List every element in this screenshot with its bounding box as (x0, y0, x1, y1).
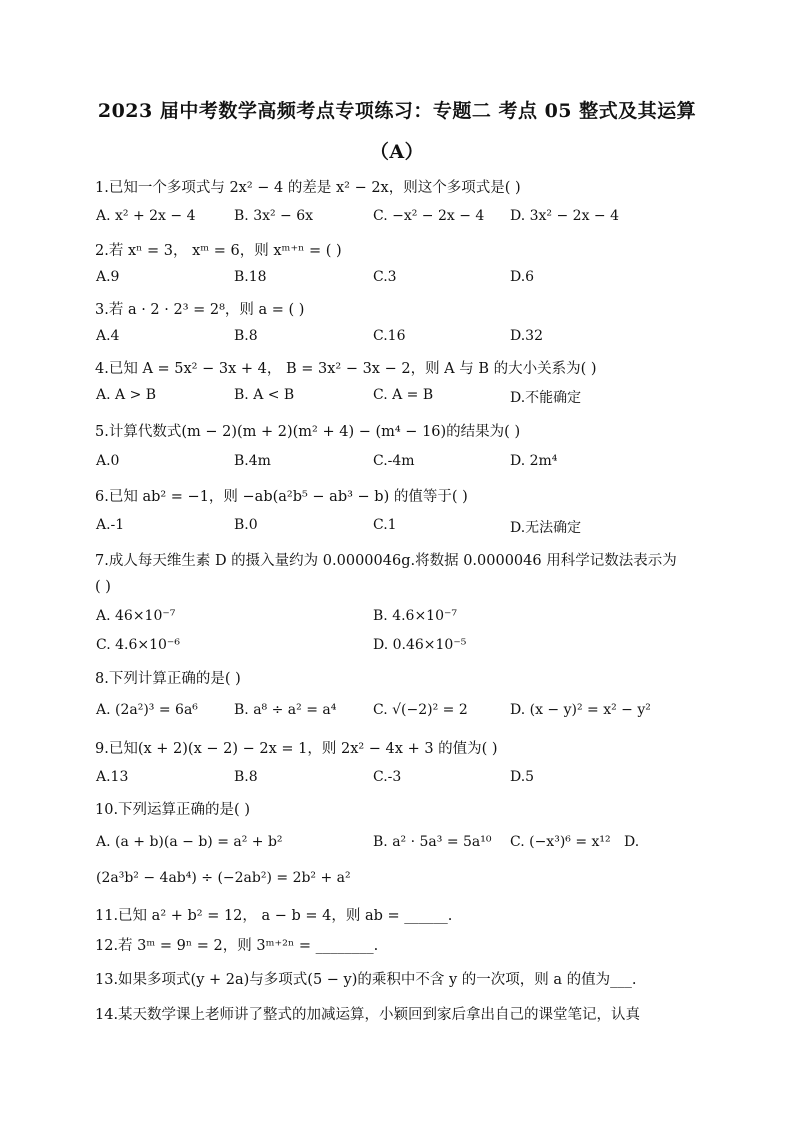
q3-option-b: B.8 (234, 328, 258, 344)
q9-option-c: C.-3 (373, 769, 402, 785)
question-3-stem: 3.若 a · 2 · 2³ = 2⁸，则 a = ( ) (95, 302, 305, 318)
q8-option-a: A. (2a²)³ = 6a⁶ (96, 702, 198, 718)
q2-option-d: D.6 (510, 269, 535, 285)
q10-option-a: A. (a + b)(a − b) = a² + b² (96, 834, 283, 850)
q2-option-b: B.18 (234, 269, 267, 285)
q6-option-b: B.0 (234, 517, 258, 533)
question-11-stem: 11.已知 a² + b² = 12， a − b = 4，则 ab = ______. (95, 908, 453, 924)
q1-option-a: A. x² + 2x − 4 (96, 208, 196, 224)
q6-option-a: A.-1 (96, 517, 125, 533)
q10-option-c: C. (−x³)⁶ = x¹² (510, 834, 611, 850)
q7-option-c: C. 4.6×10⁻⁶ (96, 637, 180, 653)
q1-option-b: B. 3x² − 6x (234, 208, 314, 224)
q3-option-d: D.32 (510, 328, 543, 344)
q5-option-d: D. 2m⁴ (510, 453, 558, 469)
q8-option-d: D. (x − y)² = x² − y² (510, 702, 651, 718)
q7-option-d: D. 0.46×10⁻⁵ (373, 637, 467, 653)
q5-option-b: B.4m (234, 453, 271, 469)
question-13-stem: 13.如果多项式(y + 2a)与多项式(5 − y)的乘积中不含 y 的一次项，则 a 的值为___. (95, 972, 637, 988)
q9-option-a: A.13 (96, 769, 129, 785)
q2-option-a: A.9 (96, 269, 120, 285)
page-subtitle: （A） (369, 141, 425, 163)
question-10-stem: 10.下列运算正确的是( ) (95, 802, 250, 818)
question-12-stem: 12.若 3ᵐ = 9ⁿ = 2，则 3ᵐ⁺²ⁿ = ________. (95, 938, 379, 954)
question-6-stem: 6.已知 ab² = −1，则 −ab(a²b⁵ − ab³ − b) 的值等于( ) (95, 489, 468, 505)
question-5-stem: 5.计算代数式(m − 2)(m + 2)(m² + 4) − (m⁴ − 16)的结果为( ) (95, 424, 521, 440)
question-1-stem: 1.已知一个多项式与 2x² − 4 的差是 x² − 2x，则这个多项式是( ) (95, 180, 521, 196)
question-8-stem: 8.下列计算正确的是( ) (95, 671, 241, 687)
q7-option-b: B. 4.6×10⁻⁷ (373, 608, 457, 624)
q3-option-a: A.4 (96, 328, 120, 344)
q10-option-d: D. (624, 834, 640, 850)
q4-option-b: B. A < B (234, 387, 295, 403)
q10-option-d-expression: (2a³b² − 4ab⁴) ÷ (−2ab²) = 2b² + a² (96, 870, 351, 886)
question-14-stem: 14.某天数学课上老师讲了整式的加减运算，小颖回到家后拿出自己的课堂笔记，认真 (95, 1007, 641, 1023)
q6-option-c: C.1 (373, 517, 397, 533)
q5-option-a: A.0 (96, 453, 120, 469)
q9-option-b: B.8 (234, 769, 258, 785)
q10-option-b: B. a² · 5a³ = 5a¹⁰ (373, 834, 492, 850)
q8-option-b: B. a⁸ ÷ a² = a⁴ (234, 702, 337, 718)
question-7-stem: 7.成人每天维生素 D 的摄入量约为 0.0000046g.将数据 0.0000046 用科学记数法表示为 (95, 553, 677, 569)
page-title: 2023 届中考数学高频考点专项练习：专题二 考点 05 整式及其运算 (97, 100, 697, 122)
question-9-stem: 9.已知(x + 2)(x − 2) − 2x = 1，则 2x² − 4x + 3 的值为( ) (95, 741, 498, 757)
q1-option-d: D. 3x² − 2x − 4 (510, 208, 620, 224)
q8-option-c: C. √(−2)² = 2 (373, 702, 468, 718)
question-7-stem-cont: ( ) (95, 579, 111, 595)
q1-option-c: C. −x² − 2x − 4 (373, 208, 485, 224)
question-2-stem: 2.若 xⁿ = 3， xᵐ = 6，则 xᵐ⁺ⁿ = ( ) (95, 243, 342, 259)
q4-option-c: C. A = B (373, 387, 434, 403)
q3-option-c: C.16 (373, 328, 406, 344)
q2-option-c: C.3 (373, 269, 397, 285)
question-4-stem: 4.已知 A = 5x² − 3x + 4， B = 3x² − 3x − 2，则 A 与 B 的大小关系为( ) (95, 361, 597, 377)
q5-option-c: C.-4m (373, 453, 415, 469)
q9-option-d: D.5 (510, 769, 535, 785)
q4-option-d: D.不能确定 (510, 390, 582, 406)
q6-option-d: D.无法确定 (510, 520, 582, 536)
q4-option-a: A. A > B (96, 387, 157, 403)
q7-option-a: A. 46×10⁻⁷ (96, 608, 176, 624)
